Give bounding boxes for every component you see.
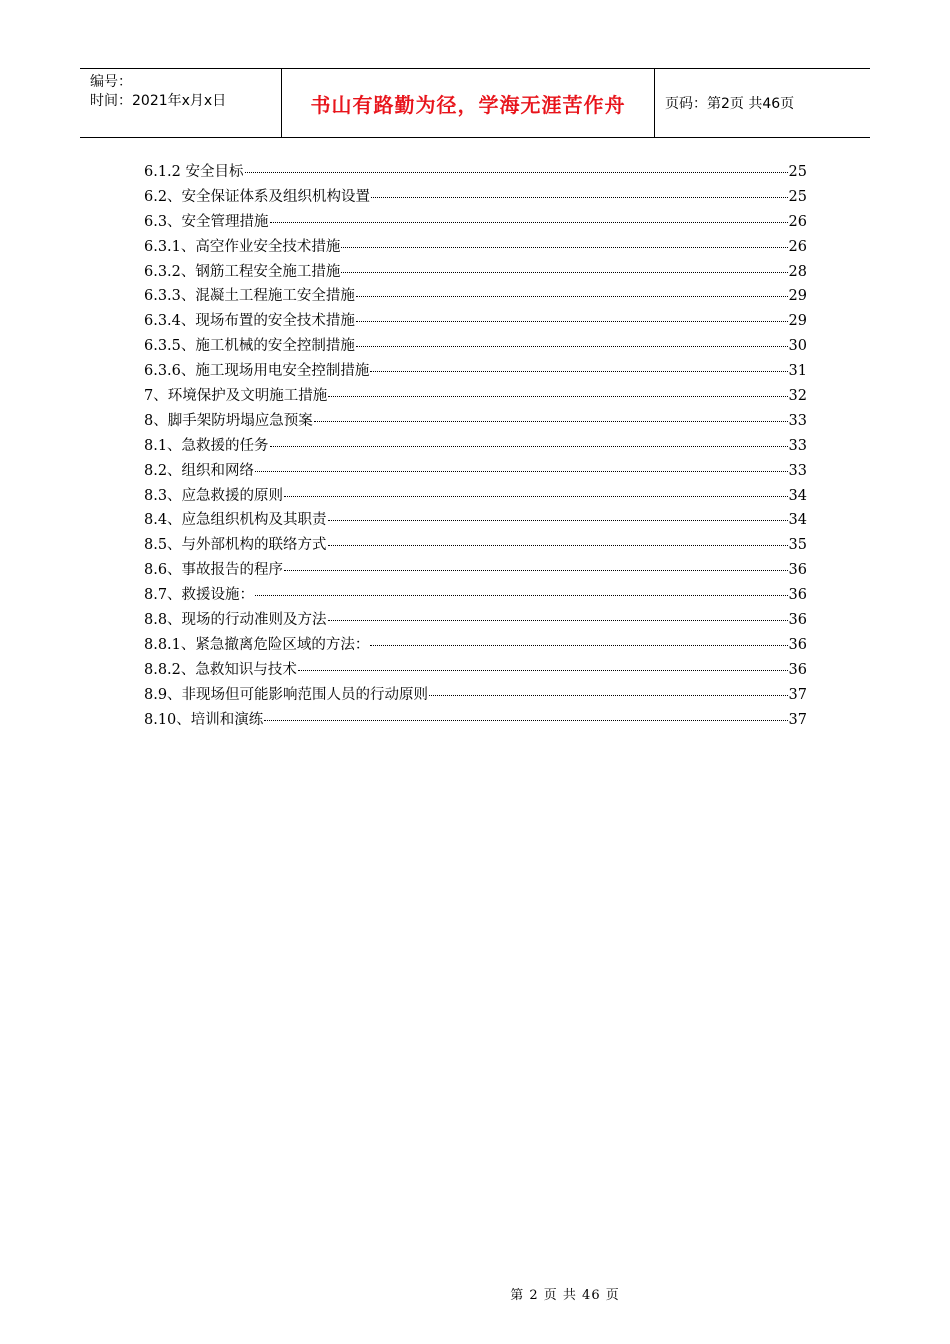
toc-entry-page: 36	[788, 587, 807, 604]
toc-entry-title: 8.4、应急组织机构及其职责	[144, 512, 327, 529]
toc-dot-leader	[356, 346, 788, 347]
toc-entry[interactable]	[144, 210, 807, 235]
toc-entry-page: 26	[788, 213, 807, 230]
toc-entry-title: 8.1、急救援的任务	[144, 437, 269, 454]
toc-entry-page: 34	[788, 512, 807, 529]
page-footer: 第 2 页 共 46 页	[510, 1288, 620, 1303]
toc-entry-title: 6.3.5、施工机械的安全控制措施	[144, 338, 355, 355]
toc-entry-page: 26	[788, 238, 807, 255]
toc-entry-page: 36	[788, 562, 807, 579]
header-left-cell	[80, 69, 282, 137]
toc-entry[interactable]	[144, 334, 807, 359]
toc-entry-page: 30	[788, 338, 807, 355]
toc-entry-title: 6.3.6、施工现场用电安全控制措施	[144, 363, 370, 380]
toc-entry-title: 8.8.2、急救知识与技术	[144, 661, 297, 678]
toc-entry-page: 29	[788, 313, 807, 330]
toc-entry-title: 6.3、安全管理措施	[144, 213, 269, 230]
header-motto: 书山有路勤为径，学海无涯苦作舟	[310, 92, 626, 117]
toc-entry[interactable]	[144, 508, 807, 533]
toc-dot-leader	[284, 496, 787, 497]
toc-dot-leader	[328, 545, 788, 546]
toc-entry-page: 33	[788, 437, 807, 454]
toc-entry-title: 8.3、应急救援的原则	[144, 487, 284, 504]
document-number-label: 编号：	[90, 74, 132, 90]
toc-entry-page: 29	[788, 288, 807, 305]
toc-entry[interactable]	[144, 608, 807, 633]
toc-dot-leader	[264, 720, 787, 721]
toc-entry-page: 31	[788, 363, 807, 380]
toc-entry[interactable]	[144, 284, 807, 309]
toc-dot-leader	[328, 396, 787, 397]
header-page-cell	[655, 69, 870, 137]
toc-entry-title: 6.1.2 安全目标	[144, 164, 244, 180]
toc-entry[interactable]	[144, 583, 807, 608]
toc-dot-leader	[314, 421, 788, 422]
toc-dot-leader	[429, 695, 787, 696]
header-page-info: 页码：第2页 共46页	[665, 96, 795, 112]
toc-entry[interactable]	[144, 434, 807, 459]
toc-entry-page: 34	[788, 487, 807, 504]
toc-entry-page: 33	[788, 462, 807, 479]
toc-entry-title: 6.2、安全保证体系及组织机构设置	[144, 188, 371, 205]
toc-entry-page: 32	[788, 388, 807, 405]
toc-entry-title: 8.6、事故报告的程序	[144, 562, 284, 579]
toc-dot-leader	[328, 520, 788, 521]
toc-entry[interactable]	[144, 459, 807, 484]
toc-entry-title: 7、环境保护及文明施工措施	[144, 388, 328, 405]
toc-dot-leader	[270, 446, 788, 447]
toc-dot-leader	[370, 645, 787, 646]
toc-dot-leader	[328, 620, 788, 621]
toc-entry-title: 8.8、现场的行动准则及方法	[144, 612, 327, 629]
toc-dot-leader	[370, 371, 787, 372]
toc-entry[interactable]	[144, 185, 807, 210]
toc-entry[interactable]	[144, 309, 807, 334]
toc-entry[interactable]	[144, 558, 807, 583]
toc-entry[interactable]	[144, 409, 807, 434]
toc-entry-page: 25	[788, 164, 807, 180]
toc-entry[interactable]	[144, 683, 807, 708]
page-header	[80, 68, 870, 138]
toc-entry-title: 6.3.4、现场布置的安全技术措施	[144, 313, 355, 330]
toc-dot-leader	[371, 197, 787, 198]
toc-dot-leader	[341, 247, 787, 248]
toc-dot-leader	[284, 570, 787, 571]
toc-entry-page: 35	[788, 537, 807, 554]
toc-entry[interactable]	[144, 384, 807, 409]
toc-entry-page: 36	[788, 661, 807, 678]
toc-entry[interactable]	[144, 359, 807, 384]
toc-entry-title: 8.8.1、紧急撤离危险区域的方法：	[144, 636, 370, 653]
toc-entry[interactable]	[144, 235, 807, 260]
toc-entry[interactable]	[144, 658, 807, 683]
toc-entry[interactable]	[144, 260, 807, 285]
toc-entry[interactable]	[144, 160, 807, 185]
toc-entry[interactable]	[144, 533, 807, 558]
toc-entry-page: 36	[788, 636, 807, 653]
toc-entry-page: 37	[788, 686, 807, 703]
toc-entry[interactable]	[144, 633, 807, 658]
toc-entry-title: 8.2、组织和网络	[144, 462, 255, 479]
document-time-label: 时间：2021年x月x日	[90, 93, 227, 109]
toc-dot-leader	[255, 595, 787, 596]
toc-entry-title: 6.3.3、混凝土工程施工安全措施	[144, 288, 355, 305]
toc-dot-leader	[270, 222, 788, 223]
toc-entry-page: 25	[788, 188, 807, 205]
toc-entry-title: 8、脚手架防坍塌应急预案	[144, 412, 313, 429]
toc-entry[interactable]	[144, 484, 807, 509]
toc-entry-page: 33	[788, 412, 807, 429]
toc-entry-title: 8.5、与外部机构的联络方式	[144, 537, 327, 554]
toc-entry-title: 8.9、非现场但可能影响范围人员的行动原则	[144, 686, 429, 703]
toc-entry-page: 28	[788, 263, 807, 280]
toc-entry-title: 8.7、救援设施：	[144, 587, 255, 604]
toc-dot-leader	[255, 471, 787, 472]
toc-dot-leader	[356, 321, 788, 322]
toc-entry[interactable]	[144, 708, 807, 733]
toc-entry-page: 37	[788, 711, 807, 728]
table-of-contents	[144, 160, 807, 732]
toc-entry-page: 36	[788, 612, 807, 629]
toc-entry-title: 6.3.1、高空作业安全技术措施	[144, 238, 341, 255]
toc-dot-leader	[298, 670, 788, 671]
header-motto-cell	[282, 69, 655, 137]
toc-dot-leader	[341, 272, 787, 273]
toc-dot-leader	[356, 296, 788, 297]
toc-entry-title: 8.10、培训和演练	[144, 711, 264, 728]
toc-entry-title: 6.3.2、钢筋工程安全施工措施	[144, 263, 341, 280]
toc-dot-leader	[245, 172, 788, 173]
